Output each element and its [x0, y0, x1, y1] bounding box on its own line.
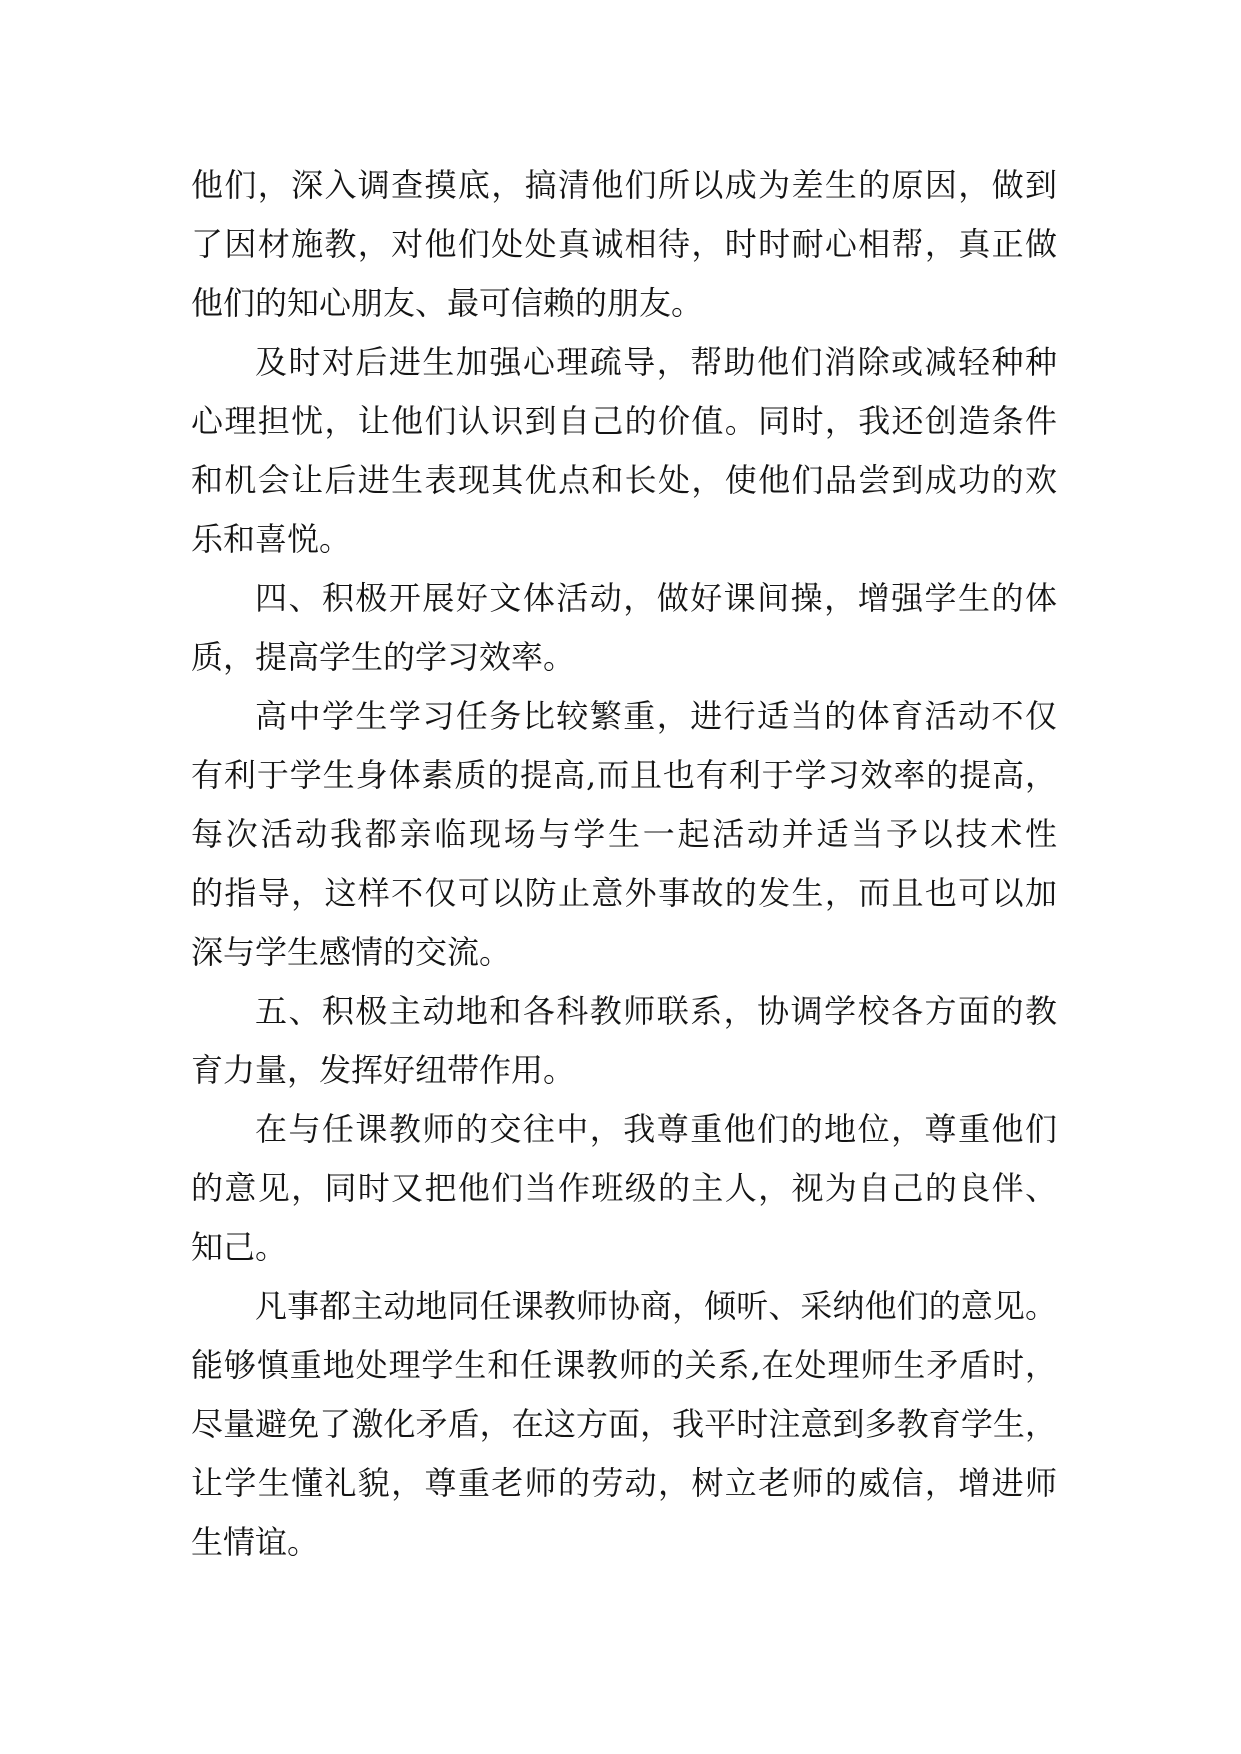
paragraph — [191, 1277, 1057, 1572]
text-line: 五、积极主动地和各科教师联系，协调学校各方面的教 — [255, 992, 1057, 1030]
text-line: 他们，深入调查摸底，搞清他们所以成为差生的原因，做到 — [191, 166, 1057, 204]
paragraph — [191, 687, 1057, 982]
text-line: 的指导，这样不仅可以防止意外事故的发生，而且也可以加 — [191, 874, 1057, 912]
text-line: 尽量避免了激化矛盾，在这方面，我平时注意到多教育学生， — [191, 1405, 1057, 1443]
paragraph — [191, 156, 1057, 333]
text-line: 的意见，同时又把他们当作班级的主人，视为自己的良伴、 — [191, 1169, 1057, 1207]
paragraph — [191, 1100, 1057, 1277]
text-line: 育力量，发挥好纽带作用。 — [191, 1051, 576, 1089]
text-line: 高中学生学习任务比较繁重，进行适当的体育活动不仅 — [255, 697, 1057, 735]
text-line: 及时对后进生加强心理疏导，帮助他们消除或减轻种种 — [255, 343, 1057, 381]
text-line: 知己。 — [191, 1228, 288, 1266]
text-line: 凡事都主动地同任课教师协商，倾听、采纳他们的意见。 — [255, 1287, 1057, 1325]
text-line: 了因材施教，对他们处处真诚相待，时时耐心相帮，真正做 — [191, 225, 1057, 263]
text-line: 每次活动我都亲临现场与学生一起活动并适当予以技术性 — [191, 815, 1057, 853]
text-line: 他们的知心朋友、最可信赖的朋友。 — [191, 284, 704, 322]
text-line: 深与学生感情的交流。 — [191, 933, 512, 971]
text-line: 心理担忧，让他们认识到自己的价值。同时，我还创造条件 — [191, 402, 1057, 440]
text-line: 乐和喜悦。 — [191, 520, 352, 558]
text-line: 质，提高学生的学习效率。 — [191, 638, 576, 676]
text-line: 能够慎重地处理学生和任课教师的关系,在处理师生矛盾时， — [191, 1346, 1057, 1384]
text-line: 和机会让后进生表现其优点和长处，使他们品尝到成功的欢 — [191, 461, 1057, 499]
text-line: 生情谊。 — [191, 1523, 320, 1561]
text-line: 四、积极开展好文体活动，做好课间操，增强学生的体 — [255, 579, 1057, 617]
body-text — [191, 156, 1057, 1572]
paragraph — [191, 982, 1057, 1100]
text-line: 让学生懂礼貌，尊重老师的劳动，树立老师的威信，增进师 — [191, 1464, 1057, 1502]
text-line: 有利于学生身体素质的提高,而且也有利于学习效率的提高， — [191, 756, 1057, 794]
paragraph — [191, 333, 1057, 569]
paragraph — [191, 569, 1057, 687]
text-line: 在与任课教师的交往中，我尊重他们的地位，尊重他们 — [255, 1110, 1057, 1148]
